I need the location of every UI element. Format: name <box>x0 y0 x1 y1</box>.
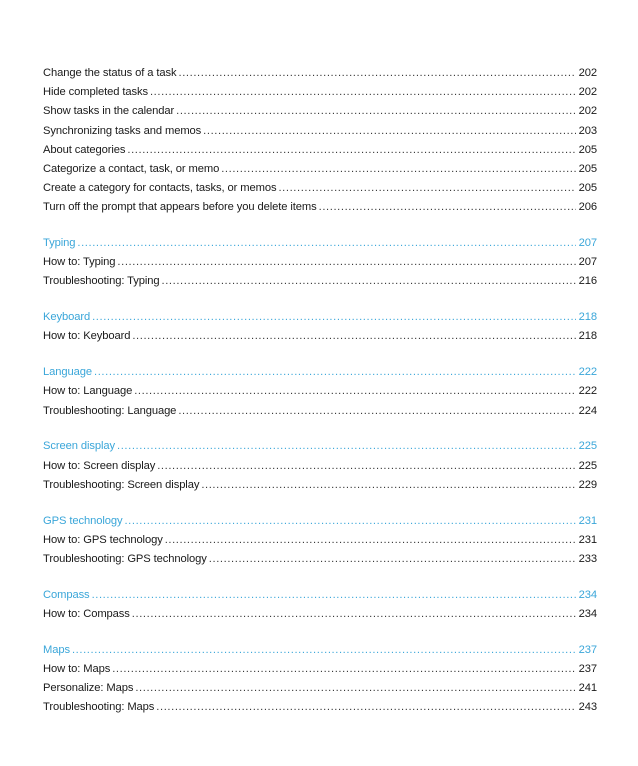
toc-entry-how-to-screen-display[interactable] <box>43 457 597 476</box>
page-number: 218 <box>578 311 597 324</box>
page-number: 202 <box>578 105 597 118</box>
dot-leader <box>117 253 575 272</box>
dot-leader <box>209 550 576 569</box>
dot-leader <box>156 698 575 717</box>
section-spacer <box>43 347 597 364</box>
dot-leader <box>165 531 576 550</box>
dot-leader <box>319 198 576 217</box>
toc-entry-change-the-status-of-a-task[interactable] <box>43 64 597 83</box>
toc-entry-troubleshooting-gps-technology[interactable] <box>43 550 597 569</box>
toc-entry-hide-completed-tasks[interactable] <box>43 83 597 102</box>
toc-entry-title: Change the status of a task <box>43 67 177 79</box>
dot-leader <box>92 586 576 605</box>
dot-leader <box>162 272 576 291</box>
table-of-contents <box>43 64 597 717</box>
page-number: 225 <box>578 440 597 453</box>
page-number: 229 <box>578 478 597 491</box>
toc-entry-title: Turn off the prompt that appears before you delete items <box>43 201 317 214</box>
toc-entry-how-to-maps[interactable] <box>43 660 597 679</box>
dot-leader <box>176 102 576 121</box>
toc-entry-title: Create a category for contacts, tasks, or memos <box>43 182 277 195</box>
page-number: 205 <box>578 143 597 156</box>
page-number: 222 <box>578 366 597 379</box>
toc-entry-troubleshooting-language[interactable] <box>43 402 597 421</box>
toc-entry-title: How to: Typing <box>43 256 116 269</box>
page-number: 205 <box>578 182 597 195</box>
toc-entry-title: About categories <box>43 143 126 156</box>
section-heading-title: GPS technology <box>43 514 123 527</box>
toc-entry-title: How to: Maps <box>43 662 111 675</box>
dot-leader <box>150 83 576 102</box>
section-heading-title: Screen display <box>43 440 115 453</box>
page-number: 222 <box>578 385 597 398</box>
dot-leader <box>72 641 576 660</box>
toc-entry-synchronizing-tasks-and-memos[interactable] <box>43 122 597 141</box>
toc-heading-maps[interactable] <box>43 641 597 660</box>
dot-leader <box>134 382 575 401</box>
page-number: 237 <box>578 643 597 656</box>
toc-entry-title: Troubleshooting: Screen display <box>43 478 200 491</box>
dot-leader <box>201 476 575 495</box>
dot-leader <box>135 679 575 698</box>
toc-entry-title: Categorize a contact, task, or memo <box>43 162 220 175</box>
page-number: 237 <box>578 662 597 675</box>
page-number: 207 <box>578 237 597 250</box>
dot-leader <box>94 363 576 382</box>
page-number: 231 <box>578 533 597 546</box>
toc-heading-typing[interactable] <box>43 234 597 253</box>
dot-leader <box>157 457 575 476</box>
page-number: 216 <box>578 275 597 288</box>
page-number: 206 <box>578 201 597 214</box>
toc-heading-gps-technology[interactable] <box>43 512 597 531</box>
toc-entry-title: How to: Compass <box>43 607 130 620</box>
dot-leader <box>92 308 576 327</box>
toc-entry-title: Synchronizing tasks and memos <box>43 124 202 137</box>
page-number: 225 <box>578 459 597 472</box>
page-number: 231 <box>578 514 597 527</box>
page-number: 241 <box>578 682 597 695</box>
toc-entry-how-to-typing[interactable] <box>43 253 597 272</box>
dot-leader <box>124 512 575 531</box>
dot-leader <box>278 179 575 198</box>
toc-entry-title: How to: Screen display <box>43 459 156 472</box>
section-spacer <box>43 292 597 309</box>
toc-entry-personalize-maps[interactable] <box>43 679 597 698</box>
page-number: 205 <box>578 162 597 175</box>
section-heading-title: Keyboard <box>43 311 91 324</box>
toc-entry-how-to-keyboard[interactable] <box>43 327 597 346</box>
section-heading-title: Compass <box>43 588 90 601</box>
page-number: 224 <box>578 404 597 417</box>
toc-entry-about-categories[interactable] <box>43 141 597 160</box>
toc-entry-troubleshooting-typing[interactable] <box>43 272 597 291</box>
section-heading-title: Typing <box>43 237 76 250</box>
section-spacer <box>43 421 597 438</box>
page-number: 234 <box>578 588 597 601</box>
dot-leader <box>77 234 575 253</box>
toc-entry-title: Troubleshooting: Language <box>43 404 177 417</box>
dot-leader <box>117 437 576 456</box>
page-number: 234 <box>578 607 597 620</box>
page-number: 202 <box>578 67 597 79</box>
toc-entry-create-a-category-for-contacts-tasks-or-memos[interactable] <box>43 179 597 198</box>
page-number: 243 <box>578 701 597 714</box>
toc-entry-turn-off-the-prompt-that-appears-before-you-delete-items[interactable] <box>43 198 597 217</box>
toc-heading-compass[interactable] <box>43 586 597 605</box>
toc-entry-show-tasks-in-the-calendar[interactable] <box>43 102 597 121</box>
toc-entry-title: Troubleshooting: Maps <box>43 701 155 714</box>
toc-entry-troubleshooting-screen-display[interactable] <box>43 476 597 495</box>
toc-entry-how-to-compass[interactable] <box>43 605 597 624</box>
toc-entry-how-to-language[interactable] <box>43 382 597 401</box>
toc-entry-title: How to: GPS technology <box>43 533 163 546</box>
dot-leader <box>178 402 575 421</box>
toc-entry-title: Troubleshooting: Typing <box>43 275 160 288</box>
dot-leader <box>179 64 576 83</box>
dot-leader <box>203 122 575 141</box>
toc-heading-screen-display[interactable] <box>43 437 597 456</box>
toc-entry-title: How to: Keyboard <box>43 330 131 343</box>
page-number: 233 <box>578 552 597 565</box>
section-heading-title: Language <box>43 366 92 379</box>
dot-leader <box>221 160 575 179</box>
toc-entry-troubleshooting-maps[interactable] <box>43 698 597 717</box>
toc-entry-title: Hide completed tasks <box>43 86 148 99</box>
toc-entry-title: How to: Language <box>43 385 133 398</box>
section-spacer <box>43 569 597 586</box>
page-number: 218 <box>578 330 597 343</box>
toc-entry-how-to-gps-technology[interactable] <box>43 531 597 550</box>
section-spacer <box>43 218 597 235</box>
section-spacer <box>43 624 597 641</box>
page-number: 207 <box>578 256 597 269</box>
dot-leader <box>127 141 575 160</box>
toc-heading-language[interactable] <box>43 363 597 382</box>
toc-entry-title: Show tasks in the calendar <box>43 105 175 118</box>
dot-leader <box>132 605 576 624</box>
page-number: 202 <box>578 86 597 99</box>
page-number: 203 <box>578 124 597 137</box>
toc-entry-categorize-a-contact-task-or-memo[interactable] <box>43 160 597 179</box>
toc-entry-title: Personalize: Maps <box>43 682 134 695</box>
dot-leader <box>112 660 575 679</box>
toc-heading-keyboard[interactable] <box>43 308 597 327</box>
toc-entry-title: Troubleshooting: GPS technology <box>43 552 207 565</box>
section-heading-title: Maps <box>43 643 70 656</box>
section-spacer <box>43 495 597 512</box>
dot-leader <box>132 327 575 346</box>
